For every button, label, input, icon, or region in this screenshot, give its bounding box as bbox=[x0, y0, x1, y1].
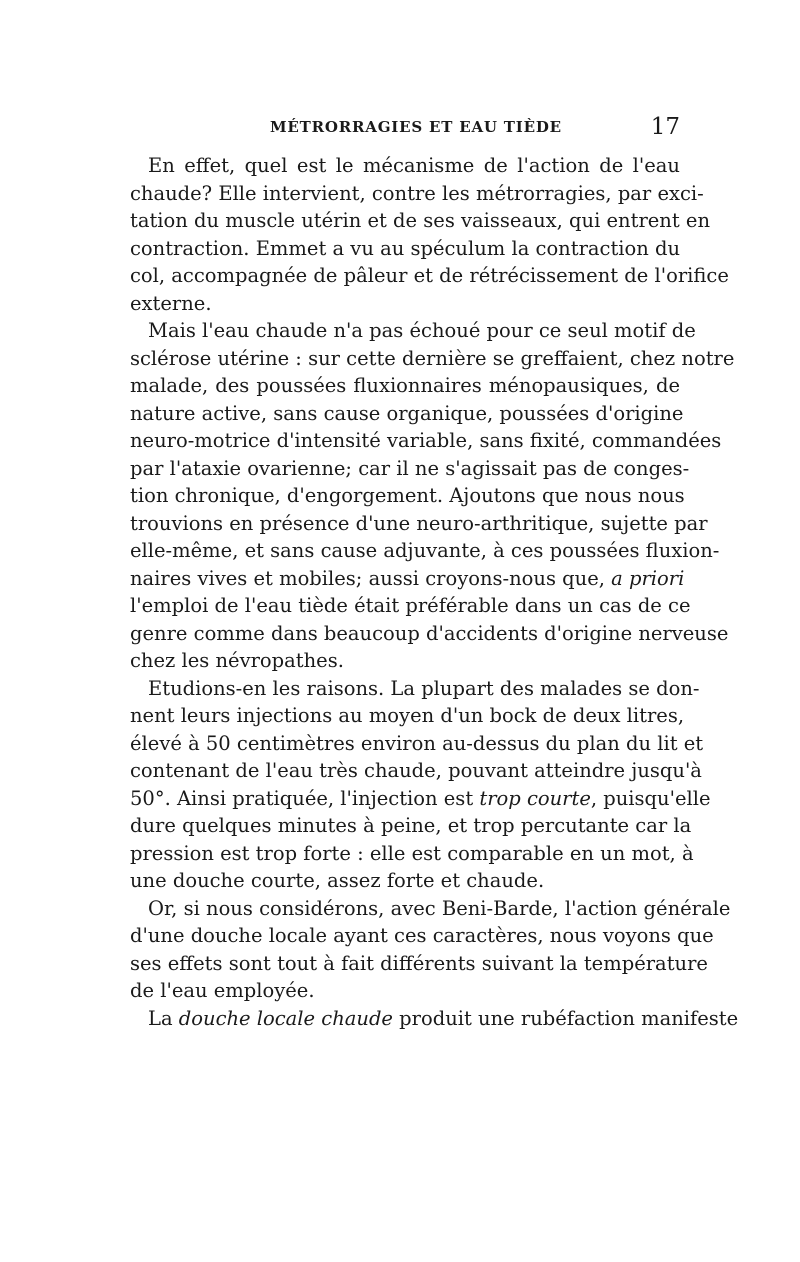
text-segment: produit une rubéfaction manifeste bbox=[399, 1006, 739, 1030]
text-line: chaude? Elle intervient, contre les métrorragies, par exci- bbox=[130, 181, 704, 205]
text-line: tion chronique, d'engorgement. Ajoutons que nous nous bbox=[130, 484, 685, 507]
text-line: ses effets sont tout à fait différents suivant la température bbox=[130, 951, 708, 975]
text-line: trouvions en présence d'une neuro-arthritique, sujette par bbox=[130, 511, 708, 535]
text-line: col, accompagnée de pâleur et de rétrécissement de l'orifice bbox=[130, 264, 729, 287]
paragraph-1 bbox=[130, 152, 729, 317]
text-line: contenant de l'eau très chaude, pouvant atteindre jusqu'à bbox=[130, 759, 702, 782]
body-text bbox=[130, 152, 739, 1032]
text-line: nature active, sans cause organique, poussées d'origine bbox=[130, 401, 684, 425]
paragraph-4 bbox=[130, 895, 731, 1005]
text-line: Etudions-en les raisons. La plupart des malades se don- bbox=[148, 676, 700, 700]
text-line: dure quelques minutes à peine, et trop percutante car la bbox=[130, 814, 692, 837]
text-line bbox=[130, 565, 685, 593]
text-line: par l'ataxie ovarienne; car il ne s'agissait pas de conges- bbox=[130, 456, 690, 480]
text-line bbox=[130, 1005, 739, 1033]
text-line: nent leurs injections au moyen d'un bock de deux litres, bbox=[130, 704, 685, 727]
text-line: tation du muscle utérin et de ses vaisseaux, qui entrent en bbox=[130, 209, 711, 232]
running-title: MÉTRORRAGIES ET EAU TIÈDE bbox=[270, 118, 562, 136]
text-line: une douche courte, assez forte et chaude. bbox=[130, 869, 545, 892]
running-head bbox=[130, 114, 680, 142]
text-line: chez les névropathes. bbox=[130, 649, 344, 672]
text-line: neuro-motrice d'intensité variable, sans fixité, commandées bbox=[130, 429, 722, 452]
text-line: En effet, quel est le mécanisme de l'action de l'eau bbox=[148, 154, 680, 177]
text-line: Mais l'eau chaude n'a pas échoué pour ce seul motif de bbox=[148, 319, 696, 342]
text-line: Or, si nous considérons, avec Beni-Barde, l'action générale bbox=[148, 896, 731, 920]
italic-phrase: trop courte bbox=[479, 786, 591, 810]
text-line: pression est trop forte : elle est comparable en un mot, à bbox=[130, 841, 694, 865]
text-line: contraction. Emmet a vu au spéculum la contraction du bbox=[130, 236, 681, 260]
text-segment: La bbox=[148, 1006, 173, 1030]
text-line: d'une douche locale ayant ces caractères, nous voyons que bbox=[130, 924, 714, 947]
text-line: de l'eau employée. bbox=[130, 979, 315, 1002]
text-line: elle-même, et sans cause adjuvante, à ces poussées fluxion- bbox=[130, 539, 720, 562]
text-segment: naires vives et mobiles; aussi croyons-nous que, bbox=[130, 566, 605, 590]
text-line: externe. bbox=[130, 291, 212, 315]
text-line: genre comme dans beaucoup d'accidents d'origine nerveuse bbox=[130, 621, 729, 645]
text-segment: 50°. Ainsi pratiquée, l'injection est bbox=[130, 786, 474, 810]
text-line: élevé à 50 centimètres environ au-dessus du plan du lit et bbox=[130, 731, 704, 755]
paragraph-5 bbox=[130, 1005, 739, 1033]
italic-phrase: a priori bbox=[611, 566, 685, 590]
text-line bbox=[130, 785, 711, 813]
text-line: l'emploi de l'eau tiède était préférable dans un cas de ce bbox=[130, 594, 691, 617]
paragraph-3 bbox=[130, 675, 711, 895]
page-number: 17 bbox=[650, 114, 680, 140]
text-segment: , puisqu'elle bbox=[590, 786, 711, 810]
paragraph-2 bbox=[130, 317, 735, 675]
text-line: sclérose utérine : sur cette dernière se greffaient, chez notre bbox=[130, 346, 735, 370]
italic-phrase: douche locale chaude bbox=[178, 1006, 393, 1030]
text-line: malade, des poussées fluxionnaires ménopausiques, de bbox=[130, 374, 680, 397]
